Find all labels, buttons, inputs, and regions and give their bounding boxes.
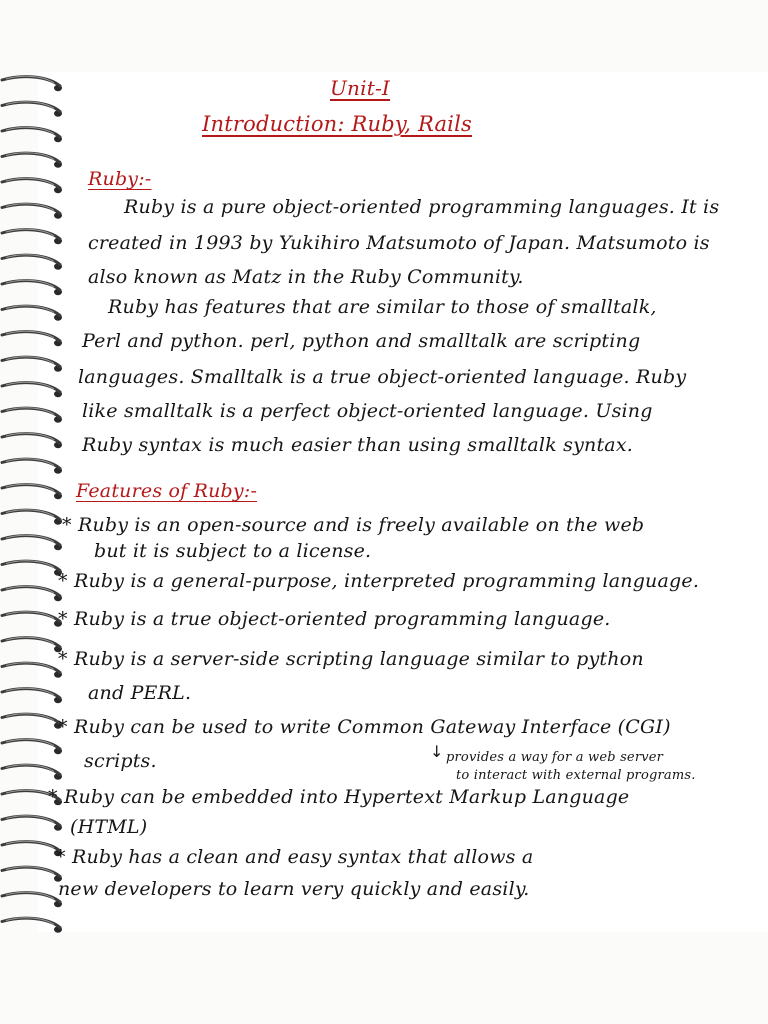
feature-line: * Ruby can be embedded into Hypertext Markup Language xyxy=(48,786,630,808)
paragraph-line: like smalltalk is a perfect object-oriented language. Using xyxy=(82,400,653,422)
feature-line: * Ruby can be used to write Common Gateway Interface (CGI) xyxy=(58,716,671,738)
paragraph-line: Ruby syntax is much easier than using smalltalk syntax. xyxy=(82,434,633,456)
feature-line: * Ruby has a clean and easy syntax that allows a xyxy=(56,846,534,868)
spiral-coil xyxy=(2,153,62,168)
spiral-coil xyxy=(2,229,62,244)
paragraph-line: Ruby is a pure object-oriented programming languages. It is xyxy=(124,196,720,218)
spiral-coil xyxy=(2,357,62,372)
paragraph-line: Perl and python. perl, python and smalltalk are scripting xyxy=(82,330,641,352)
spiral-coil xyxy=(2,918,62,933)
spiral-coil xyxy=(2,561,62,576)
spiral-coil xyxy=(2,714,62,729)
page-title: Introduction: Ruby, Rails xyxy=(202,112,472,136)
feature-line: new developers to learn very quickly and easily. xyxy=(58,878,530,900)
feature-line: (HTML) xyxy=(70,816,148,838)
spiral-coil xyxy=(2,867,62,882)
spiral-coil xyxy=(2,433,62,448)
feature-line: scripts. xyxy=(84,750,157,772)
spiral-coil xyxy=(2,510,62,525)
unit-heading: Unit-I xyxy=(330,76,391,100)
paragraph-line: created in 1993 by Yukihiro Matsumoto of Japan. Matsumoto is xyxy=(88,232,710,254)
section-heading-features: Features of Ruby:- xyxy=(76,480,258,502)
spiral-coil xyxy=(2,76,62,91)
feature-line: * Ruby is an open-source and is freely available on the web xyxy=(62,514,645,536)
spiral-coil xyxy=(2,612,62,627)
feature-line: * Ruby is a server-side scripting language similar to python xyxy=(58,648,644,670)
spiral-coil xyxy=(2,382,62,397)
spiral-coil xyxy=(2,841,62,856)
spiral-coil xyxy=(2,739,62,754)
paragraph-line: languages. Smalltalk is a true object-oriented language. Ruby xyxy=(78,366,687,388)
spiral-coil xyxy=(2,408,62,423)
cgi-annotation: provides a way for a web server xyxy=(446,750,664,765)
spiral-coil xyxy=(2,637,62,652)
section-heading-ruby: Ruby:- xyxy=(88,168,152,190)
feature-line: * Ruby is a general-purpose, interpreted programming language. xyxy=(58,570,700,592)
cgi-annotation: to interact with external programs. xyxy=(456,768,696,783)
spiral-coil xyxy=(2,688,62,703)
spiral-coil xyxy=(2,204,62,219)
spiral-coil xyxy=(2,127,62,142)
spiral-coil xyxy=(2,586,62,601)
spiral-coil xyxy=(2,255,62,270)
paragraph-line: Ruby has features that are similar to those of smalltalk, xyxy=(108,296,657,318)
paragraph-line: also known as Matz in the Ruby Community. xyxy=(88,266,524,288)
spiral-coil xyxy=(2,765,62,780)
spiral-coil xyxy=(2,280,62,295)
spiral-coil xyxy=(2,102,62,117)
spiral-coil xyxy=(2,892,62,907)
spiral-coil xyxy=(2,178,62,193)
feature-line: but it is subject to a license. xyxy=(94,540,372,562)
feature-line: and PERL. xyxy=(88,682,192,704)
down-arrow-icon: ↓ xyxy=(430,742,444,761)
spiral-binding xyxy=(0,70,72,950)
spiral-coil xyxy=(2,663,62,678)
spiral-coil xyxy=(2,535,62,550)
spiral-coil xyxy=(2,331,62,346)
feature-line: * Ruby is a true object-oriented programming language. xyxy=(58,608,611,630)
spiral-coil xyxy=(2,306,62,321)
spiral-coil xyxy=(2,484,62,499)
spiral-coil xyxy=(2,816,62,831)
spiral-coil xyxy=(2,459,62,474)
